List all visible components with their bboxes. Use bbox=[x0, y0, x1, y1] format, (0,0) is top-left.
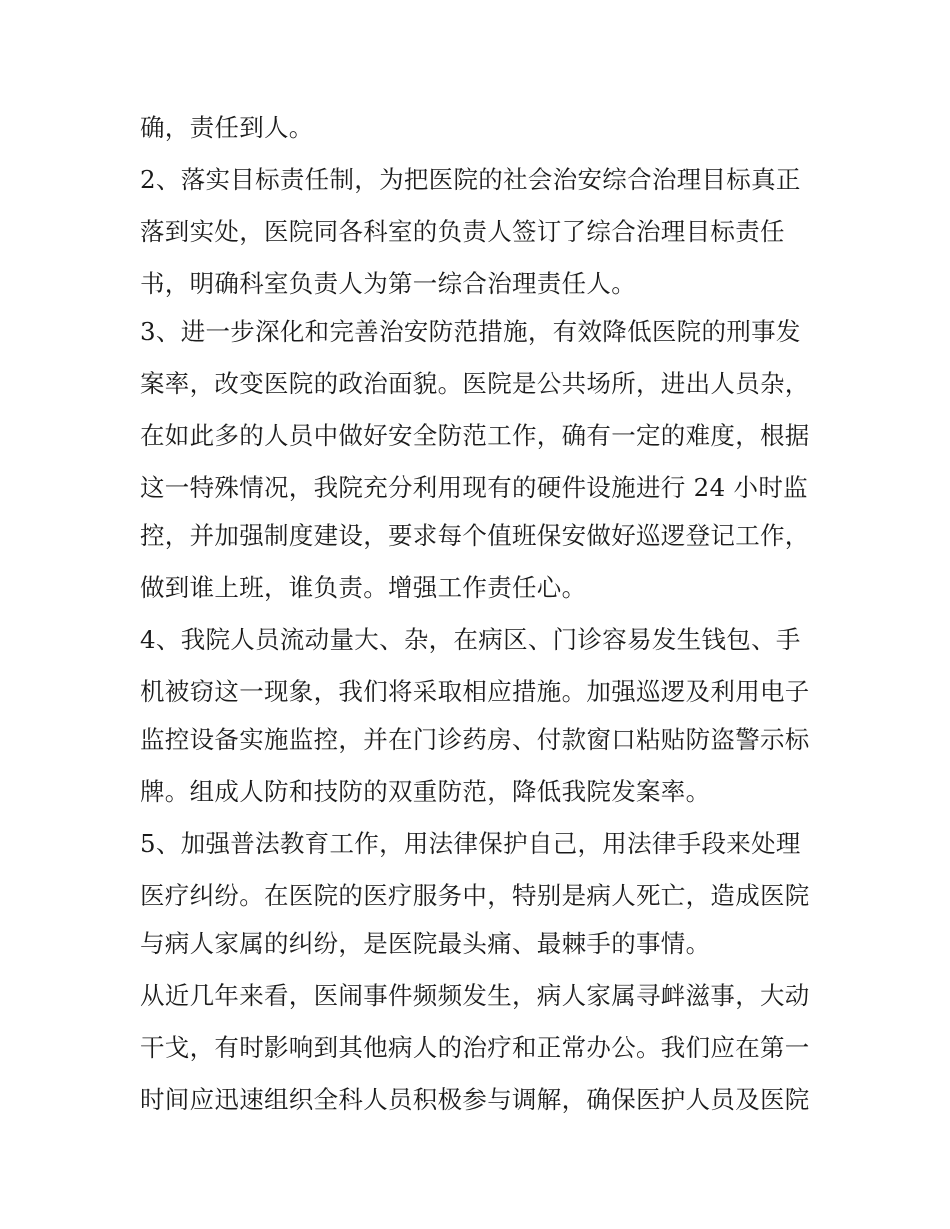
text-line: 书，明确科室负责人为第一综合治理责任人。 bbox=[140, 269, 636, 298]
text-line: 从近几年来看，医闹事件频频发生，病人家属寻衅滋事，大动 bbox=[140, 981, 810, 1010]
text-line: 这一特殊情况，我院充分利用现有的硬件设施进行 24 小时监 bbox=[140, 473, 808, 502]
text-line: 确，责任到人。 bbox=[140, 113, 314, 142]
text-line: 5、加强普法教育工作，用法律保护自己，用法律手段来处理 bbox=[140, 829, 801, 858]
text-line: 案率，改变医院的政治面貌。医院是公共场所，进出人员杂， bbox=[140, 369, 810, 398]
text-line: 牌。组成人防和技防的双重防范，降低我院发案率。 bbox=[140, 777, 711, 806]
text-line: 机被窃这一现象，我们将采取相应措施。加强巡逻及利用电子 bbox=[140, 677, 810, 706]
text-line: 4、我院人员流动量大、杂，在病区、门诊容易发生钱包、手 bbox=[140, 625, 801, 654]
text-line: 监控设备实施监控，并在门诊药房、付款窗口粘贴防盗警示标 bbox=[140, 725, 810, 754]
text-line: 落到实处，医院同各科室的负责人签订了综合治理目标责任 bbox=[140, 217, 785, 246]
text-line: 时间应迅速组织全科人员积极参与调解，确保医护人员及医院 bbox=[140, 1085, 810, 1114]
text-line: 2、落实目标责任制，为把医院的社会治安综合治理目标真正 bbox=[140, 165, 801, 194]
text-line: 做到谁上班，谁负责。增强工作责任心。 bbox=[140, 573, 587, 602]
text-line: 控，并加强制度建设，要求每个值班保安做好巡逻登记工作， bbox=[140, 521, 810, 550]
text-line: 干戈，有时影响到其他病人的治疗和正常办公。我们应在第一 bbox=[140, 1033, 810, 1062]
text-line: 医疗纠纷。在医院的医疗服务中，特别是病人死亡，造成医院 bbox=[140, 881, 810, 910]
text-line: 与病人家属的纠纷，是医院最头痛、最棘手的事情。 bbox=[140, 929, 711, 958]
text-line: 在如此多的人员中做好安全防范工作，确有一定的难度，根据 bbox=[140, 421, 810, 450]
text-line: 3、进一步深化和完善治安防范措施，有效降低医院的刑事发 bbox=[140, 317, 801, 346]
